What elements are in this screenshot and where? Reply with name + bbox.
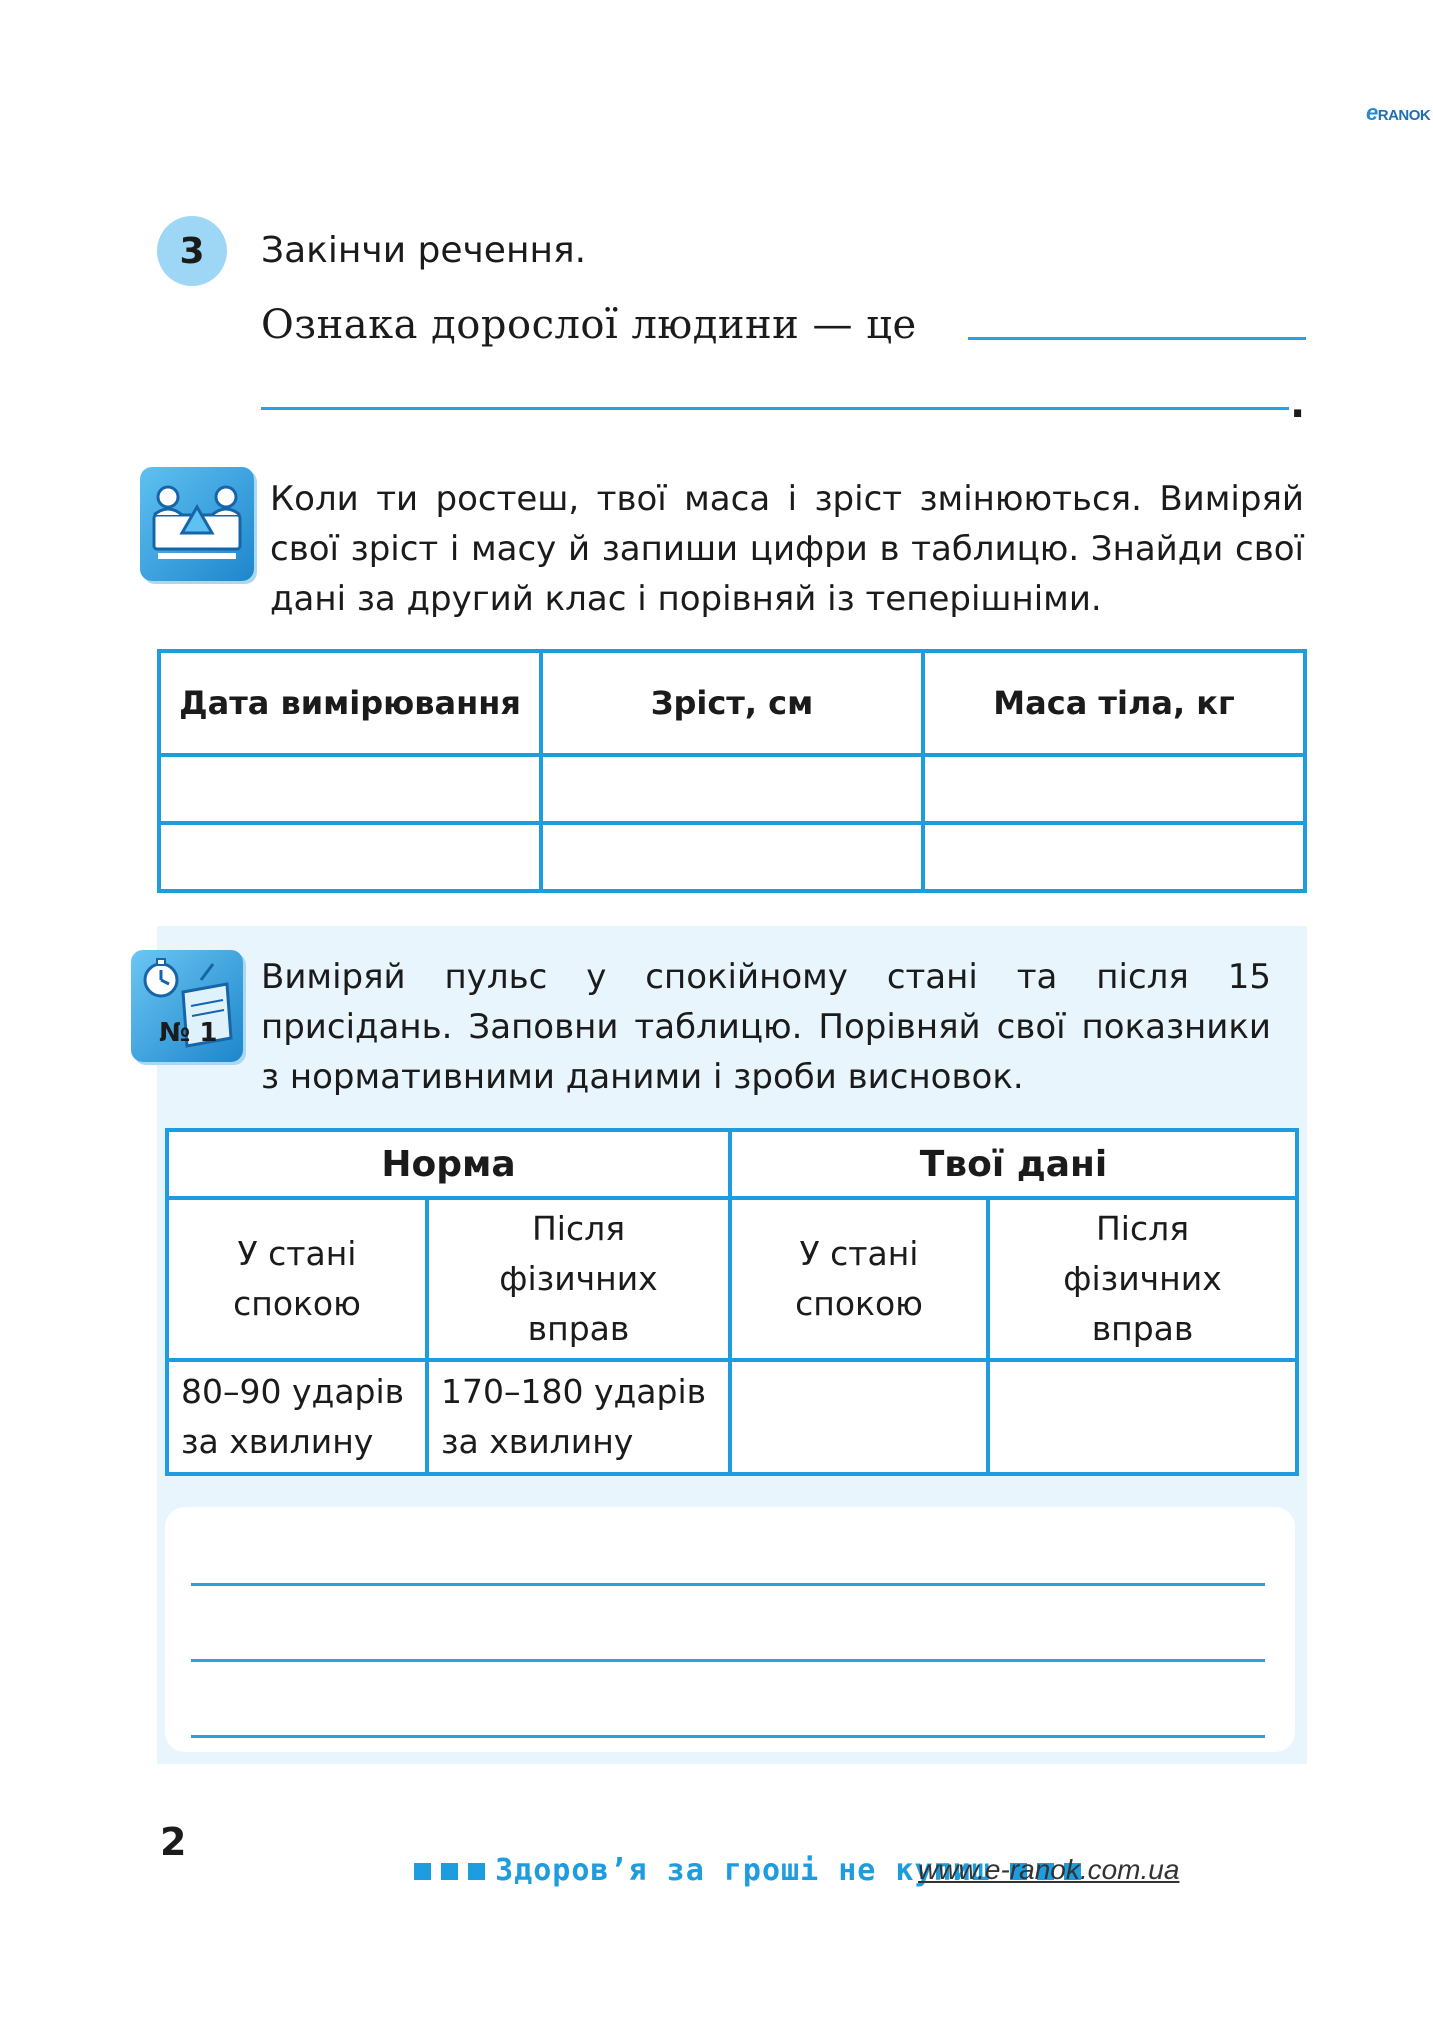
answer-line[interactable] — [191, 1583, 1265, 1586]
task-title: Закінчи речення. — [261, 230, 587, 271]
square-bullet-icon — [414, 1863, 431, 1880]
task-number-badge: 3 — [157, 216, 227, 286]
table-header: Маса тіла, кг — [923, 651, 1305, 755]
logo-prefix: e — [1366, 100, 1378, 125]
square-bullet-icon — [468, 1863, 485, 1880]
table-row — [159, 755, 1305, 823]
table-subheader: Після фізичних вправ — [427, 1198, 730, 1360]
table-header: Дата вимірювання — [159, 651, 541, 755]
pulse-task-text: Виміряй пульс у спокійному стані та після 15 присідань. Заповни таблицю. Порівняй свої показники з нормативними даними і зроби висновок. — [261, 957, 1271, 1097]
task-number-label: № 1 — [159, 1018, 218, 1048]
growth-task-text: Коли ти ростеш, твої маса і зріст змінюються. Виміряй свої зріст і масу й запиши цифри в таблицю. Знайди свої дані за другий клас і порівняй із теперішніми. — [270, 479, 1304, 619]
table-row — [167, 1360, 1297, 1474]
logo-text: RANOK — [1377, 107, 1431, 124]
table-header: Зріст, см — [541, 651, 923, 755]
table-cell-input[interactable] — [541, 823, 923, 891]
norm-rest-value: 80–90 ударів за хвилину — [167, 1360, 427, 1474]
norm-exercise-value: 170–180 ударів за хвилину — [427, 1360, 730, 1474]
table-row — [167, 1198, 1297, 1360]
table-subheader: У стані спокою — [730, 1198, 988, 1360]
publisher-logo — [1366, 100, 1430, 126]
table-row — [159, 823, 1305, 891]
answer-line[interactable] — [191, 1659, 1265, 1662]
table-group-header: Твої дані — [730, 1130, 1297, 1198]
table-subheader: Після фізичних вправ — [988, 1198, 1297, 1360]
growth-table — [157, 649, 1307, 893]
conclusion-answer-box — [165, 1507, 1295, 1752]
answer-line[interactable] — [261, 407, 1289, 410]
footer-url-link[interactable]: www.e-ranok.com.ua — [918, 1854, 1180, 1885]
pulse-table — [165, 1128, 1299, 1476]
table-subheader: У стані спокою — [167, 1198, 427, 1360]
answer-line[interactable] — [191, 1735, 1265, 1738]
table-cell-input[interactable] — [159, 755, 541, 823]
footer-title-text: Здоров’я за гроші не купиш — [495, 1853, 991, 1888]
answer-line[interactable] — [968, 337, 1306, 340]
table-group-header: Норма — [167, 1130, 730, 1198]
table-cell-input[interactable] — [159, 823, 541, 891]
stopwatch-notebook-icon — [131, 950, 243, 1062]
task-sentence: Ознака дорослої людини — це — [261, 302, 917, 348]
table-cell-input[interactable] — [923, 755, 1305, 823]
square-bullet-icon — [441, 1863, 458, 1880]
page-number: 2 — [160, 1820, 187, 1864]
team-table-icon — [140, 467, 254, 581]
your-exercise-input[interactable] — [988, 1360, 1297, 1474]
table-cell-input[interactable] — [541, 755, 923, 823]
your-rest-input[interactable] — [730, 1360, 988, 1474]
table-cell-input[interactable] — [923, 823, 1305, 891]
sentence-end-dot: . — [1290, 381, 1306, 427]
